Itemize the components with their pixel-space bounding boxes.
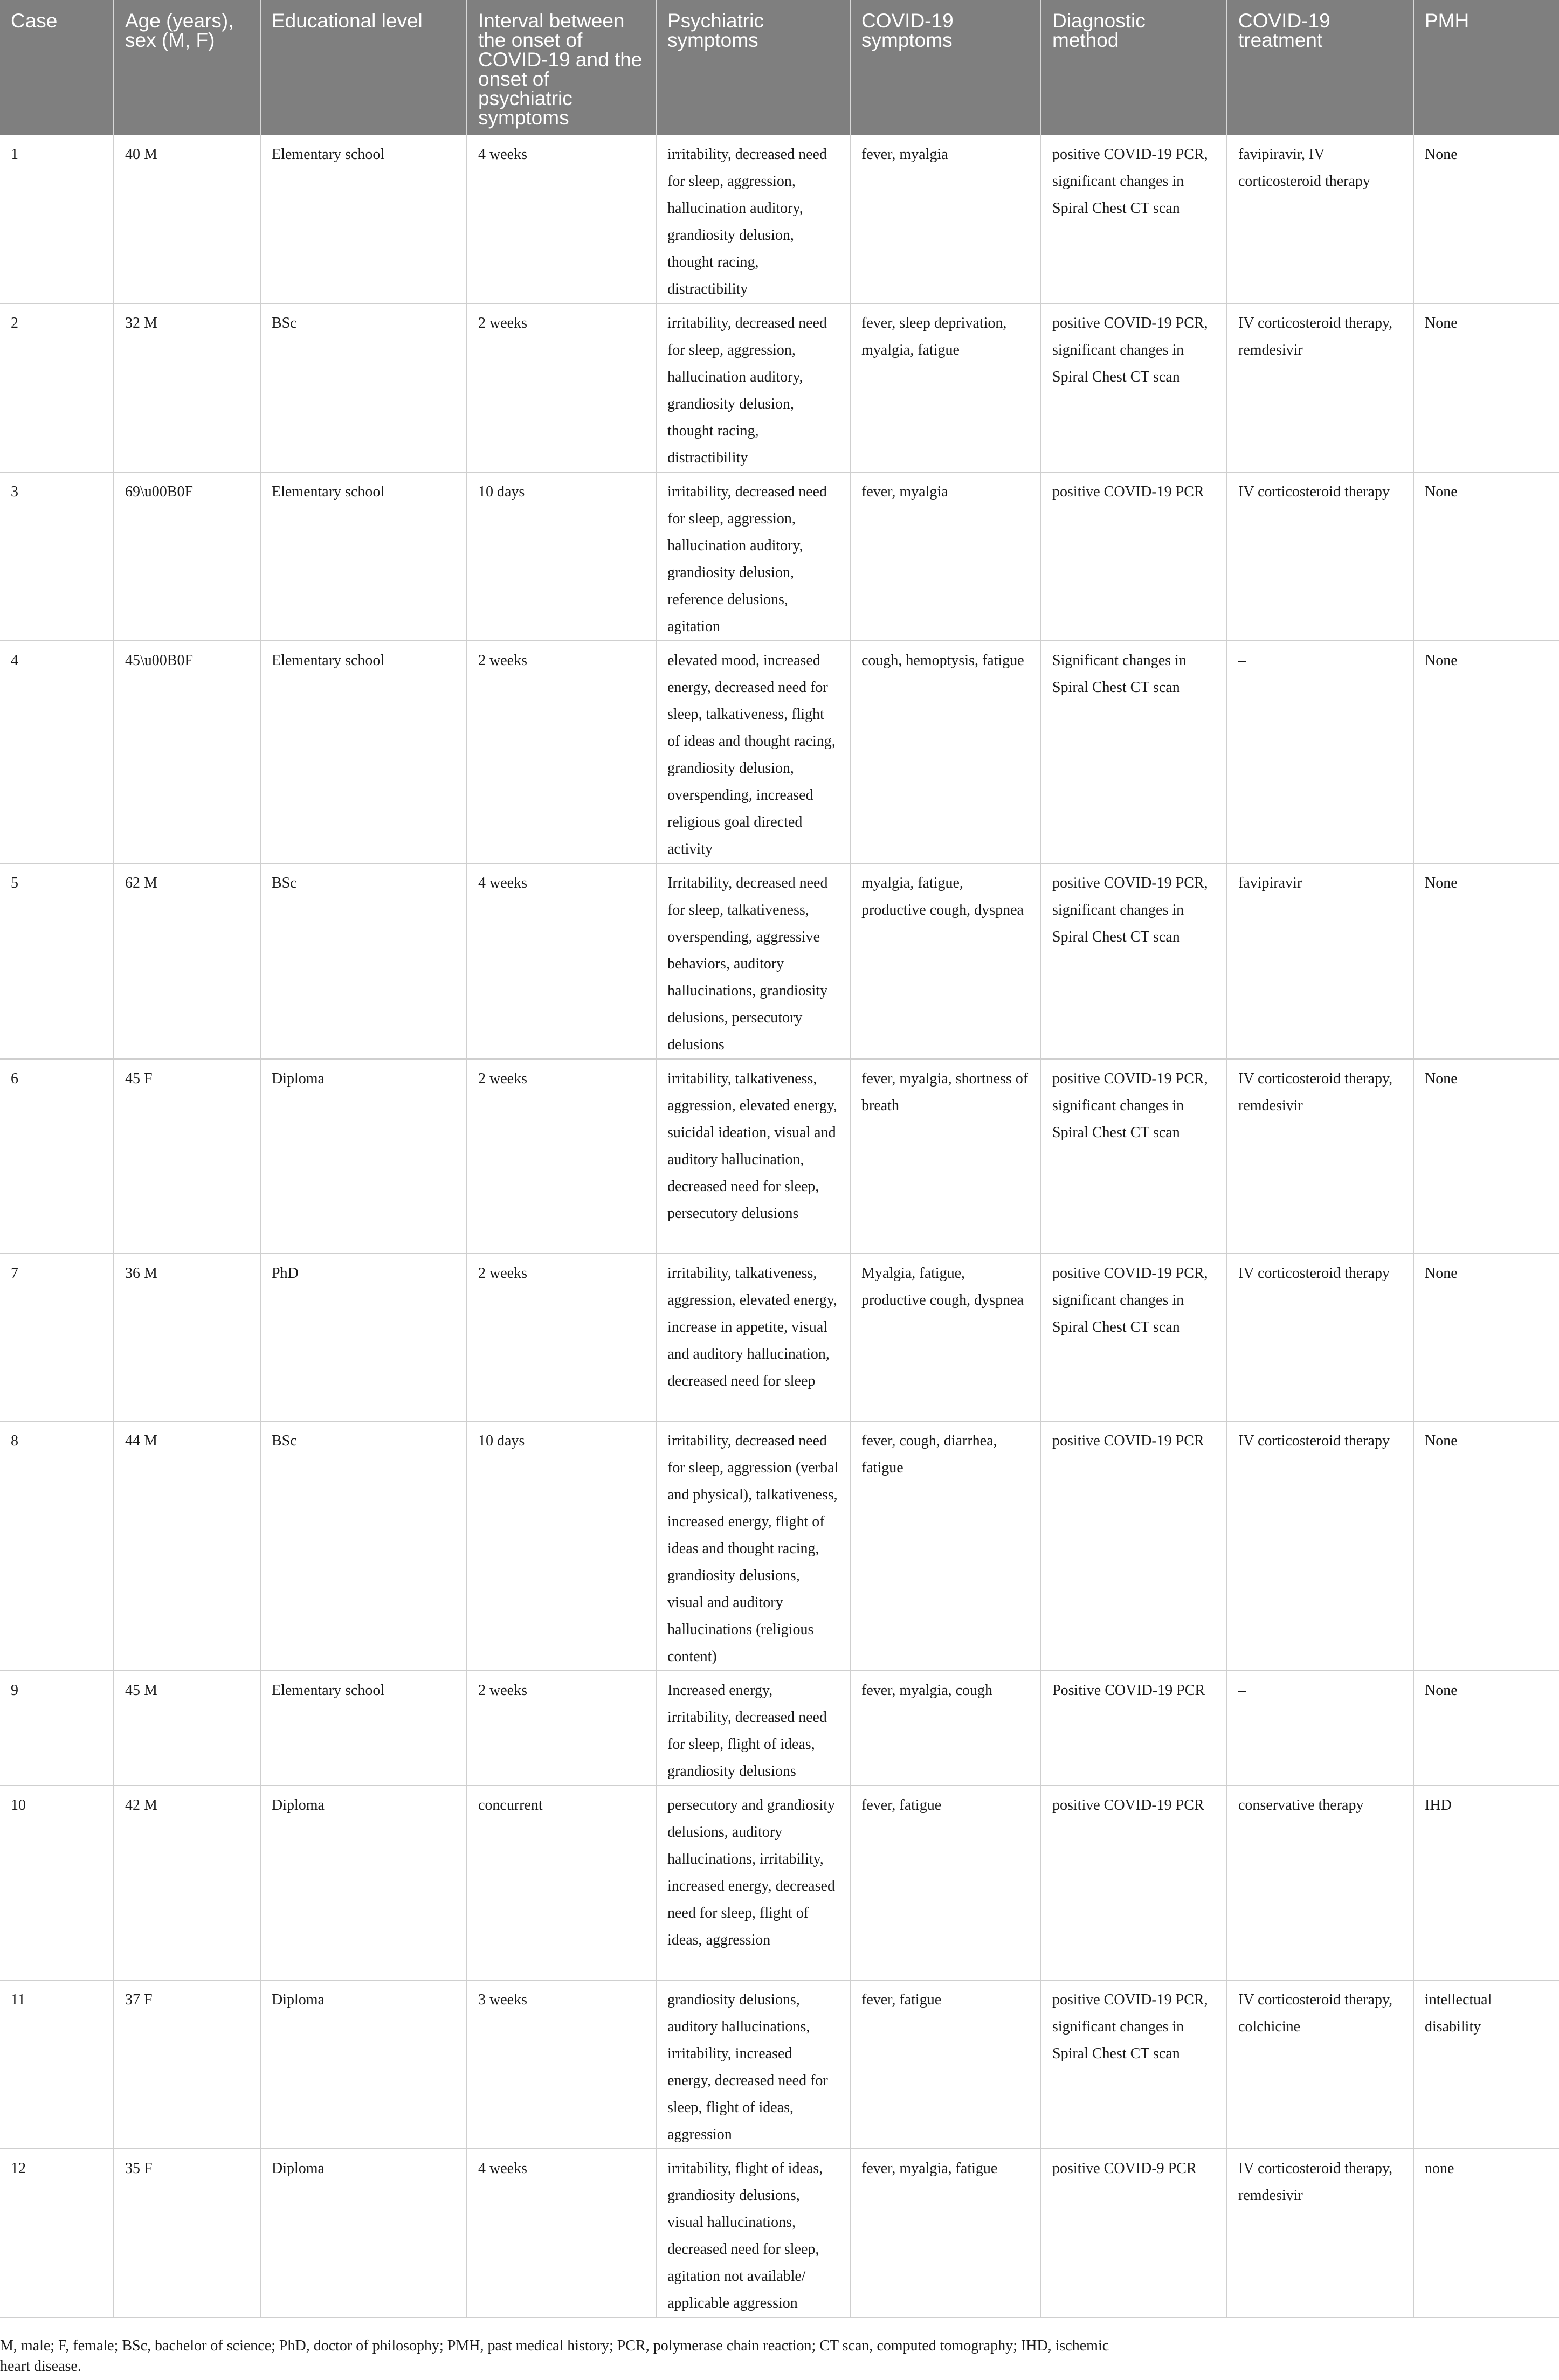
cell-case: 4 [0, 641, 114, 863]
header-covid-treatment: COVID-19 treatment [1227, 0, 1413, 135]
cell-interval: 2 weeks [467, 1254, 656, 1421]
header-age-sex: Age (years), sex (M, F) [114, 0, 260, 135]
cell-case: 10 [0, 1786, 114, 1980]
table-row [0, 135, 1559, 303]
cell-case: 12 [0, 2149, 114, 2317]
cell-psychiatric-symptoms: Increased energy, irritability, decreased need for sleep, flight of ideas, grandiosity delusions [656, 1671, 850, 1786]
table-row [0, 1980, 1559, 2149]
cell-pmh: None [1413, 472, 1559, 641]
cell-pmh: none [1413, 2149, 1559, 2317]
cell-covid-treatment: – [1227, 1671, 1413, 1786]
cell-case: 3 [0, 472, 114, 641]
cell-education: Diploma [260, 1786, 467, 1980]
table-row [0, 472, 1559, 641]
cell-education: Elementary school [260, 135, 467, 303]
cell-covid-treatment: IV corticosteroid therapy [1227, 1254, 1413, 1421]
cell-education: PhD [260, 1254, 467, 1421]
cell-psychiatric-symptoms: elevated mood, increased energy, decreased need for sleep, talkativeness, flight of ideas and thought racing, grandiosity delusion, overspending, increased religious goal directed activity [656, 641, 850, 863]
cell-interval: 3 weeks [467, 1980, 656, 2149]
cell-diagnostic-method: positive COVID-19 PCR [1041, 1786, 1227, 1980]
cell-diagnostic-method: positive COVID-19 PCR, significant changes in Spiral Chest CT scan [1041, 1254, 1227, 1421]
cell-diagnostic-method: Significant changes in Spiral Chest CT scan [1041, 641, 1227, 863]
table-row [0, 1059, 1559, 1254]
cell-psychiatric-symptoms: irritability, talkativeness, aggression, elevated energy, suicidal ideation, visual and auditory hallucination, decreased need for sleep, persecutory delusions [656, 1059, 850, 1254]
cell-covid-treatment: IV corticosteroid therapy, remdesivir [1227, 2149, 1413, 2317]
cell-covid-treatment: – [1227, 641, 1413, 863]
cell-covid-symptoms: fever, cough, diarrhea, fatigue [850, 1421, 1041, 1671]
header-row [0, 0, 1559, 135]
cell-psychiatric-symptoms: grandiosity delusions, auditory hallucinations, irritability, increased energy, decreased need for sleep, flight of ideas, aggression [656, 1980, 850, 2149]
header-education: Educational level [260, 0, 467, 135]
cell-covid-symptoms: fever, myalgia [850, 135, 1041, 303]
cell-diagnostic-method: positive COVID-19 PCR, significant changes in Spiral Chest CT scan [1041, 303, 1227, 472]
cell-age-sex: 42 M [114, 1786, 260, 1980]
cell-case: 11 [0, 1980, 114, 2149]
header-covid-symptoms: COVID-19 symptoms [850, 0, 1041, 135]
cell-psychiatric-symptoms: irritability, talkativeness, aggression, elevated energy, increase in appetite, visual and auditory hallucination, decreased need for sleep [656, 1254, 850, 1421]
cell-pmh: None [1413, 1671, 1559, 1786]
cell-psychiatric-symptoms: persecutory and grandiosity delusions, auditory hallucinations, irritability, increased energy, decreased need for sleep, flight of ideas, aggression [656, 1786, 850, 1980]
cell-case: 7 [0, 1254, 114, 1421]
cell-covid-symptoms: fever, sleep deprivation, myalgia, fatigue [850, 303, 1041, 472]
cell-covid-symptoms: fever, fatigue [850, 1786, 1041, 1980]
cell-interval: 2 weeks [467, 641, 656, 863]
cell-education: BSc [260, 863, 467, 1059]
table-header [0, 0, 1559, 135]
cell-pmh: None [1413, 1254, 1559, 1421]
cell-education: Diploma [260, 1980, 467, 2149]
cell-pmh: intellectual disability [1413, 1980, 1559, 2149]
table-row [0, 1786, 1559, 1980]
cell-covid-symptoms: fever, myalgia [850, 472, 1041, 641]
cell-diagnostic-method: positive COVID-9 PCR [1041, 2149, 1227, 2317]
cell-psychiatric-symptoms: irritability, decreased need for sleep, aggression, hallucination auditory, grandiosity delusion, thought racing, distractibility [656, 303, 850, 472]
header-psychiatric-symptoms: Psychiatric symptoms [656, 0, 850, 135]
cell-education: Elementary school [260, 472, 467, 641]
cell-case: 6 [0, 1059, 114, 1254]
cell-age-sex: 45\u00B0F [114, 641, 260, 863]
cell-interval: 10 days [467, 1421, 656, 1671]
cell-covid-treatment: IV corticosteroid therapy, colchicine [1227, 1980, 1413, 2149]
cell-pmh: IHD [1413, 1786, 1559, 1980]
table-row [0, 2149, 1559, 2317]
cell-pmh: None [1413, 641, 1559, 863]
header-case: Case [0, 0, 114, 135]
cell-age-sex: 45 M [114, 1671, 260, 1786]
table-row [0, 1421, 1559, 1671]
cell-psychiatric-symptoms: irritability, decreased need for sleep, aggression (verbal and physical), talkativeness, increased energy, flight of ideas and thought racing, grandiosity delusions, visual and auditory hallucinations (religious content) [656, 1421, 850, 1671]
table-footnote: M, male; F, female; BSc, bachelor of science; PhD, doctor of philosophy; PMH, past medical history; PCR, polymerase chain reaction; CT scan, computed tomography; IHD, ischemic heart disease. [0, 2337, 1109, 2375]
cell-covid-treatment: favipiravir [1227, 863, 1413, 1059]
cell-diagnostic-method: positive COVID-19 PCR, significant changes in Spiral Chest CT scan [1041, 135, 1227, 303]
cell-covid-symptoms: Myalgia, fatigue, productive cough, dyspnea [850, 1254, 1041, 1421]
table-row [0, 1254, 1559, 1421]
cell-interval: 4 weeks [467, 2149, 656, 2317]
cell-age-sex: 40 M [114, 135, 260, 303]
cell-education: BSc [260, 1421, 467, 1671]
cell-case: 2 [0, 303, 114, 472]
cell-covid-treatment: favipiravir, IV corticosteroid therapy [1227, 135, 1413, 303]
cell-diagnostic-method: positive COVID-19 PCR, significant changes in Spiral Chest CT scan [1041, 863, 1227, 1059]
table-row [0, 303, 1559, 472]
cell-covid-treatment: IV corticosteroid therapy, remdesivir [1227, 1059, 1413, 1254]
header-interval: Interval between the onset of COVID-19 and the onset of psychiatric symptoms [467, 0, 656, 135]
cell-diagnostic-method: Positive COVID-19 PCR [1041, 1671, 1227, 1786]
cell-interval: 2 weeks [467, 1059, 656, 1254]
cell-case: 9 [0, 1671, 114, 1786]
cell-age-sex: 32 M [114, 303, 260, 472]
cell-age-sex: 69\u00B0F [114, 472, 260, 641]
cell-pmh: None [1413, 135, 1559, 303]
header-diagnostic-method: Diagnostic method [1041, 0, 1227, 135]
cell-covid-symptoms: fever, myalgia, shortness of breath [850, 1059, 1041, 1254]
cell-psychiatric-symptoms: irritability, flight of ideas, grandiosity delusions, visual hallucinations, decreased need for sleep, agitation not available/ applicable aggression [656, 2149, 850, 2317]
cell-diagnostic-method: positive COVID-19 PCR, significant changes in Spiral Chest CT scan [1041, 1980, 1227, 2149]
table-row [0, 863, 1559, 1059]
cell-age-sex: 44 M [114, 1421, 260, 1671]
cell-covid-symptoms: fever, myalgia, cough [850, 1671, 1041, 1786]
cell-covid-symptoms: cough, hemoptysis, fatigue [850, 641, 1041, 863]
cell-psychiatric-symptoms: irritability, decreased need for sleep, aggression, hallucination auditory, grandiosity delusion, reference delusions, agitation [656, 472, 850, 641]
cell-case: 5 [0, 863, 114, 1059]
cell-education: Diploma [260, 1059, 467, 1254]
cell-diagnostic-method: positive COVID-19 PCR [1041, 1421, 1227, 1671]
cell-covid-symptoms: myalgia, fatigue, productive cough, dyspnea [850, 863, 1041, 1059]
cell-psychiatric-symptoms: Irritability, decreased need for sleep, talkativeness, overspending, aggressive behaviors, auditory hallucinations, grandiosity delusions, persecutory delusions [656, 863, 850, 1059]
cell-pmh: None [1413, 1059, 1559, 1254]
cell-covid-treatment: IV corticosteroid therapy [1227, 1421, 1413, 1671]
cell-diagnostic-method: positive COVID-19 PCR [1041, 472, 1227, 641]
cell-pmh: None [1413, 1421, 1559, 1671]
cell-interval: 4 weeks [467, 863, 656, 1059]
cell-interval: 4 weeks [467, 135, 656, 303]
cell-education: Elementary school [260, 641, 467, 863]
cell-covid-symptoms: fever, fatigue [850, 1980, 1041, 2149]
cell-age-sex: 35 F [114, 2149, 260, 2317]
table-body [0, 135, 1559, 2317]
cell-age-sex: 36 M [114, 1254, 260, 1421]
cell-education: Elementary school [260, 1671, 467, 1786]
header-pmh: PMH [1413, 0, 1559, 135]
cell-education: BSc [260, 303, 467, 472]
cell-interval: 2 weeks [467, 303, 656, 472]
cell-pmh: None [1413, 863, 1559, 1059]
cell-education: Diploma [260, 2149, 467, 2317]
cell-covid-symptoms: fever, myalgia, fatigue [850, 2149, 1041, 2317]
cell-age-sex: 45 F [114, 1059, 260, 1254]
cell-age-sex: 62 M [114, 863, 260, 1059]
cell-psychiatric-symptoms: irritability, decreased need for sleep, aggression, hallucination auditory, grandiosity delusion, thought racing, distractibility [656, 135, 850, 303]
cell-covid-treatment: conservative therapy [1227, 1786, 1413, 1980]
table-row [0, 641, 1559, 863]
cell-covid-treatment: IV corticosteroid therapy [1227, 472, 1413, 641]
table-row [0, 1671, 1559, 1786]
cell-case: 8 [0, 1421, 114, 1671]
cell-age-sex: 37 F [114, 1980, 260, 2149]
cell-pmh: None [1413, 303, 1559, 472]
cell-interval: 10 days [467, 472, 656, 641]
cell-covid-treatment: IV corticosteroid therapy, remdesivir [1227, 303, 1413, 472]
cell-diagnostic-method: positive COVID-19 PCR, significant changes in Spiral Chest CT scan [1041, 1059, 1227, 1254]
cell-interval: 2 weeks [467, 1671, 656, 1786]
cell-interval: concurrent [467, 1786, 656, 1980]
cell-case: 1 [0, 135, 114, 303]
